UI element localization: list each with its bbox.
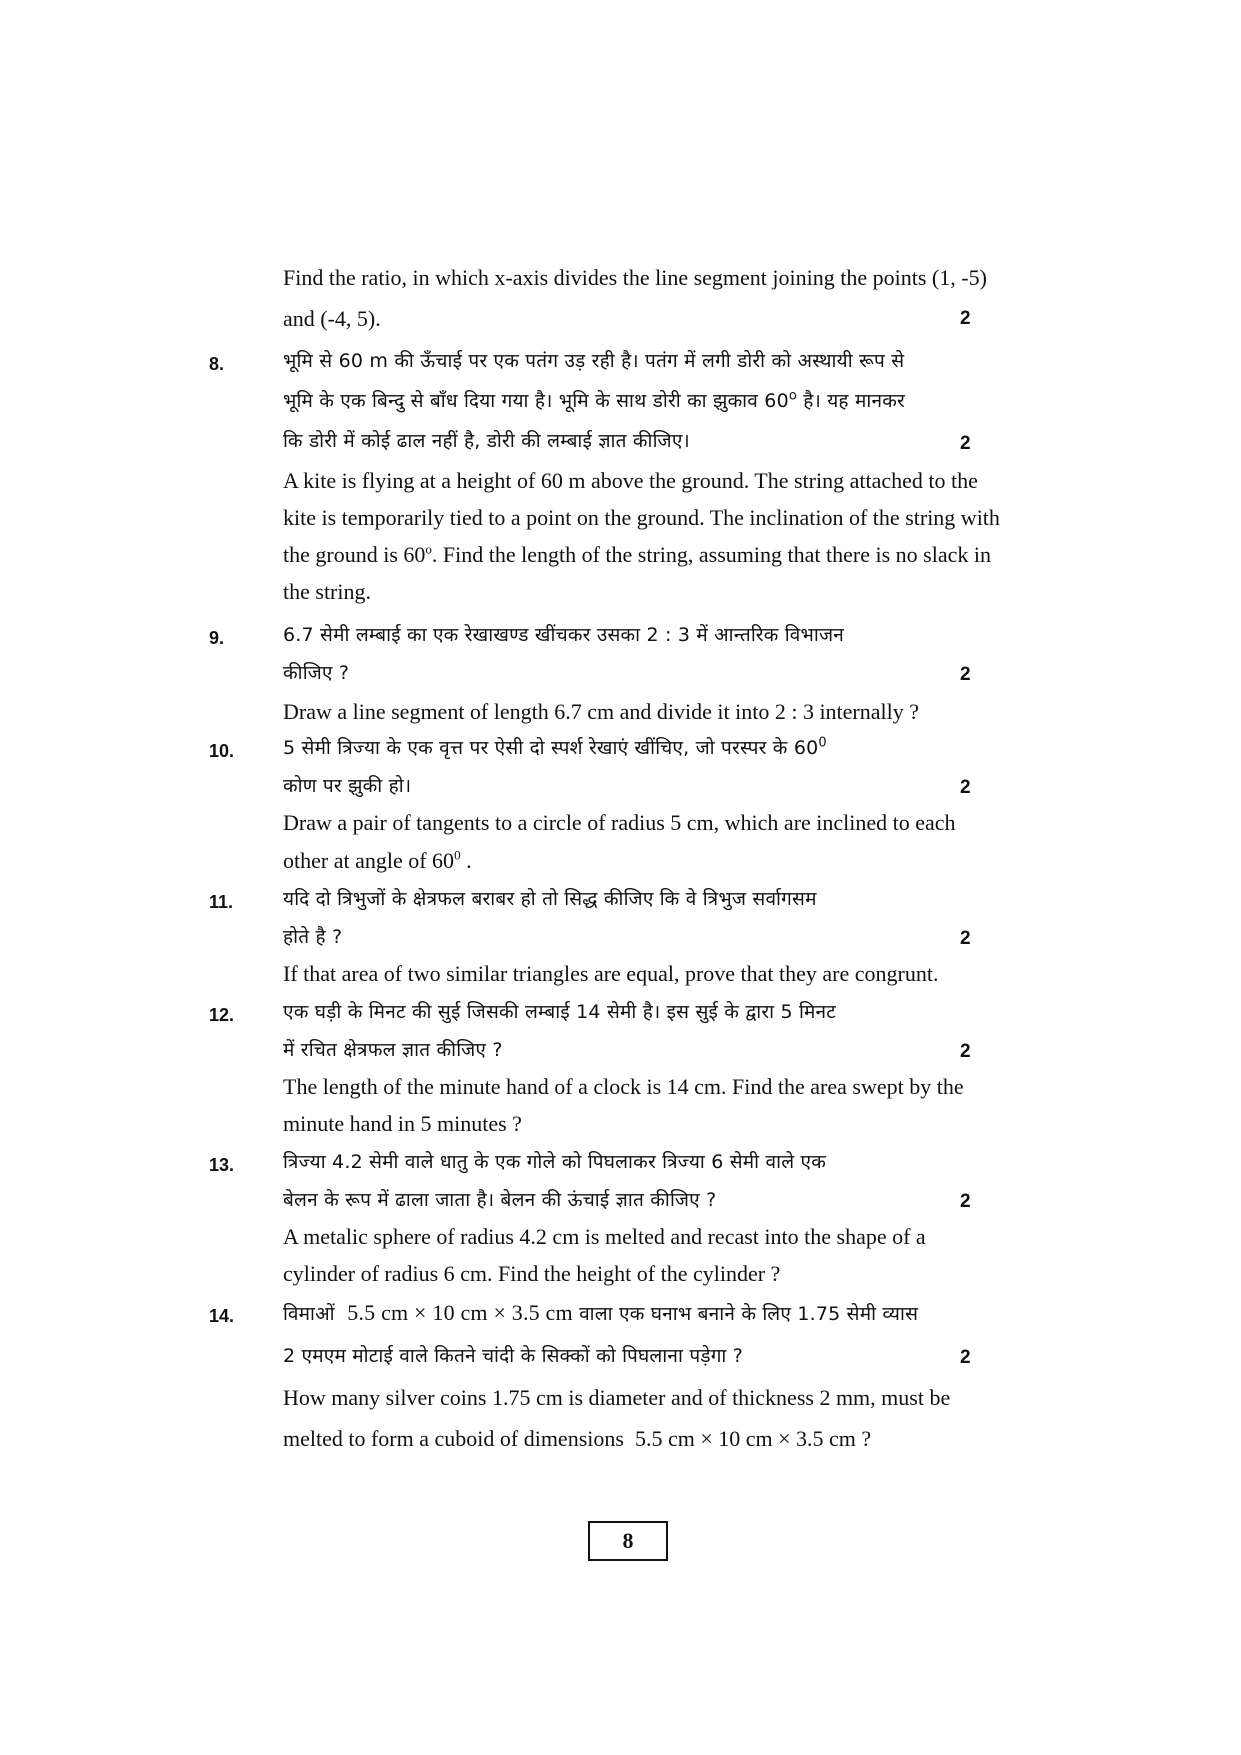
question-13-marks: 2 (960, 1191, 971, 1212)
question-9-hindi-line-1: 6.7 सेमी लम्बाई का एक रेखाखण्ड खींचकर उसका 2 : 3 में आन्तरिक विभाजन (283, 624, 844, 646)
question-8-hindi-line-2: भूमि के एक बिन्दु से बाँध दिया गया है। भूमि के साथ डोरी का झुकाव 60$^o$ है। यह मानकर (283, 388, 905, 412)
question-10-english-line-2: other at angle of $60^0$ . (283, 847, 472, 873)
question-8-number: 8. (209, 354, 225, 374)
question-8-english-line-1: A kite is flying at a height of 60 m above the ground. The string attached to the (283, 468, 978, 493)
question-9-number: 9. (209, 628, 225, 648)
question-13-english-line-2: cylinder of radius 6 cm. Find the height of the cylinder ? (283, 1261, 781, 1286)
intro-question-line-2: and (-4, 5). (283, 306, 381, 331)
question-14-marks: 2 (960, 1347, 971, 1368)
page-number: 8 (588, 1521, 668, 1561)
question-12-hindi-line-1: एक घड़ी के मिनट की सुई जिसकी लम्बाई 14 सेमी है। इस सुई के द्वारा 5 मिनट (283, 1001, 837, 1023)
question-10-marks: 2 (960, 777, 971, 798)
question-11-hindi-line-2: होते है ? (283, 926, 343, 948)
question-9-english-line-1: Draw a line segment of length 6.7 cm and divide it into 2 : 3 internally ? (283, 699, 920, 724)
intro-marks: 2 (960, 308, 971, 329)
question-13-english-line-1: A metalic sphere of radius 4.2 cm is melted and recast into the shape of a (283, 1224, 926, 1249)
question-11-hindi-line-1: यदि दो त्रिभुजों के क्षेत्रफल बराबर हो तो सिद्ध कीजिए कि वे त्रिभुज सर्वागसम (283, 888, 817, 910)
question-13-hindi-line-1: त्रिज्या 4.2 सेमी वाले धातु के एक गोले को पिघलाकर त्रिज्या 6 सेमी वाले एक (283, 1151, 827, 1173)
intro-question-line-1: Find the ratio, in which x-axis divides the line segment joining the points (1, -5) (283, 265, 987, 290)
question-8-english-line-3: the ground is 60$^o$. Find the length of the string, assuming that there is no slack in (283, 541, 991, 567)
question-13-hindi-line-2: बेलन के रूप में ढाला जाता है। बेलन की ऊंचाई ज्ञात कीजिए ? (283, 1189, 717, 1211)
question-8-marks: 2 (960, 433, 971, 454)
question-12-english-line-1: The length of the minute hand of a clock is 14 cm. Find the area swept by the (283, 1074, 964, 1099)
question-12-marks: 2 (960, 1041, 971, 1062)
question-11-number: 11. (209, 892, 234, 912)
question-11-marks: 2 (960, 928, 971, 949)
question-13-number: 13. (209, 1155, 235, 1175)
question-9-marks: 2 (960, 664, 971, 685)
question-14-hindi-line-1: विमाओं 5.5 cm × 10 cm × 3.5 cm वाला एक घनाभ बनाने के लिए 1.75 सेमी व्यास (283, 1300, 919, 1325)
question-14-english-line-2: melted to form a cuboid of dimensions 5.5 cm × 10 cm × 3.5 cm ? (283, 1426, 872, 1451)
question-10-number: 10. (209, 741, 235, 761)
question-8-hindi-line-1: भूमि से 60 m की ऊँचाई पर एक पतंग उड़ रही है। पतंग में लगी डोरी को अस्थायी रूप से (283, 350, 905, 372)
question-14-number: 14. (209, 1306, 235, 1326)
question-8-english-line-4: the string. (283, 579, 371, 604)
question-14-hindi-line-2: 2 एमएम मोटाई वाले कितने चांदी के सिक्कों को पिघलाना पड़ेगा ? (283, 1345, 744, 1367)
question-9-hindi-line-2: कीजिए ? (283, 662, 350, 684)
question-14-english-line-1: How many silver coins 1.75 cm is diameter and of thickness 2 mm, must be (283, 1385, 951, 1410)
question-11-english-line-1: If that area of two similar triangles are equal, prove that they are congrunt. (283, 961, 939, 986)
question-10-english-line-1: Draw a pair of tangents to a circle of radius 5 cm, which are inclined to each (283, 810, 956, 835)
question-8-hindi-line-3: कि डोरी में कोई ढाल नहीं है, डोरी की लम्बाई ज्ञात कीजिए। (283, 430, 690, 452)
question-8-english-line-2: kite is temporarily tied to a point on the ground. The inclination of the string with (283, 505, 1000, 530)
question-10-hindi-line-2: कोण पर झुकी हो। (283, 775, 412, 797)
question-12-hindi-line-2: में रचित क्षेत्रफल ज्ञात कीजिए ? (283, 1039, 503, 1061)
question-12-english-line-2: minute hand in 5 minutes ? (283, 1111, 522, 1136)
question-12-number: 12. (209, 1005, 235, 1025)
question-10-hindi-line-1: 5 सेमी त्रिज्या के एक वृत्त पर ऐसी दो स्पर्श रेखाएं खींचिए, जो परस्पर के $60^0$ (283, 735, 827, 759)
